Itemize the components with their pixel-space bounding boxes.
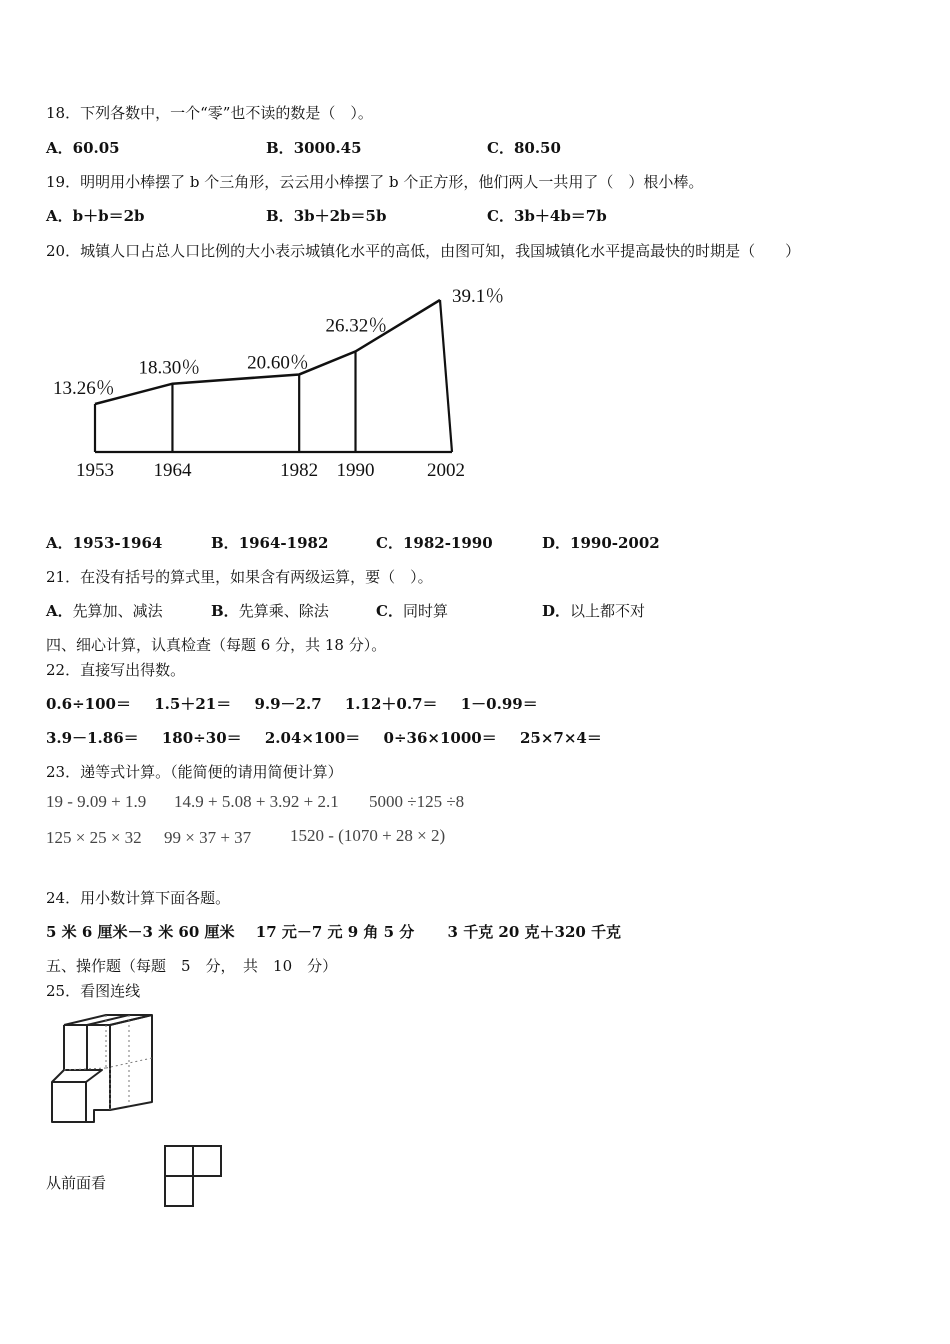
- front-view-figure: [163, 1144, 225, 1210]
- q22-expr: 1.12＋0.7＝: [344, 695, 438, 713]
- q18-option-b[interactable]: B．3000.45: [266, 139, 362, 157]
- section-4-heading: 四、细心计算，认真检查（每题 6 分，共 18 分）。: [46, 636, 387, 654]
- q22-expr: 0.6÷100＝: [46, 695, 131, 713]
- urbanization-chart: [40, 280, 540, 490]
- q23-expr: 14.9 + 5.08 + 3.92 + 2.1: [174, 792, 339, 811]
- q24-items: [46, 921, 621, 942]
- chart-value-label: 13.26％: [53, 378, 115, 399]
- q21-option-a[interactable]: A．先算加、减法: [46, 602, 163, 620]
- q22-expr: 9.9－2.7: [254, 695, 322, 713]
- q22-row-2: [46, 727, 620, 748]
- q21-option-d[interactable]: D．以上都不对: [542, 602, 646, 620]
- q18-option-a[interactable]: A．60.05: [46, 139, 120, 157]
- q22-stem: 22．直接写出得数。: [46, 661, 186, 679]
- q22-expr: 180÷30＝: [161, 729, 242, 747]
- chart-year-label: 1964: [153, 460, 192, 481]
- chart-year-label: 1982: [280, 460, 319, 481]
- q24-stem: 24．用小数计算下面各题。: [46, 889, 231, 907]
- q22-row-1: [46, 693, 556, 714]
- q22-expr: 1.5＋21＝: [154, 695, 232, 713]
- q18-option-c[interactable]: C．80.50: [487, 139, 561, 157]
- chart-vertical-line: [440, 300, 452, 452]
- q22-expr: 1－0.99＝: [460, 695, 538, 713]
- q22-expr: 0÷36×1000＝: [383, 729, 497, 747]
- q20-stem: 20．城镇人口占总人口比例的大小表示城镇化水平的高低，由图可知，我国城镇化水平提高最快的时期是（ ）: [46, 242, 801, 260]
- q23-expr: 125 × 25 × 32: [46, 828, 142, 847]
- front-view-label: 从前面看: [46, 1174, 107, 1192]
- q20-option-d[interactable]: D．1990-2002: [542, 534, 660, 552]
- q22-expr: 2.04×100＝: [264, 729, 361, 747]
- chart-value-label: 39.1％: [452, 286, 505, 307]
- chart-value-label: 18.30％: [138, 357, 201, 379]
- q19-option-c[interactable]: C．3b＋4b＝7b: [487, 207, 607, 225]
- q21-stem: 21．在没有括号的算式里，如果含有两级运算，要（ ）。: [46, 568, 433, 586]
- q23-expr: 1520 - (1070 + 28 × 2): [290, 826, 446, 845]
- q24-item: 17 元－7 元 9 角 5 分: [255, 923, 415, 941]
- block-figure-3d: [44, 1010, 162, 1130]
- q21-option-c[interactable]: C．同时算: [376, 602, 448, 620]
- chart-year-label: 1990: [336, 460, 375, 481]
- chart-value-label: 26.32％: [325, 315, 388, 337]
- q19-option-b[interactable]: B．3b＋2b＝5b: [266, 207, 387, 225]
- q20-option-b[interactable]: B．1964-1982: [211, 534, 329, 552]
- q20-option-c[interactable]: C．1982-1990: [376, 534, 493, 552]
- q23-stem: 23．递等式计算。（能简便的请用简便计算）: [46, 763, 343, 781]
- q23-expr: 5000 ÷125 ÷8: [369, 792, 465, 811]
- q25-stem: 25．看图连线: [46, 982, 141, 1000]
- q18-stem: 18．下列各数中，一个“零”也不读的数是（ ）。: [46, 104, 373, 122]
- q22-expr: 3.9－1.86＝: [46, 729, 139, 747]
- q24-item: 3 千克 20 克＋320 千克: [447, 923, 622, 941]
- chart-value-label: 20.60％: [247, 352, 309, 374]
- q24-item: 5 米 6 厘米－3 米 60 厘米: [46, 923, 235, 941]
- q23-expr: 19 - 9.09 + 1.9: [46, 792, 147, 811]
- q23-expr: 99 × 37 + 37: [164, 828, 252, 847]
- q20-option-a[interactable]: A．1953-1964: [46, 534, 163, 552]
- q21-option-b[interactable]: B．先算乘、除法: [211, 602, 329, 620]
- q19-option-a[interactable]: A．b＋b＝2b: [46, 207, 145, 225]
- chart-year-label: 1953: [76, 460, 114, 481]
- section-5-heading: 五、操作题（每题 5 分， 共 10 分）: [46, 957, 338, 975]
- chart-year-label: 2002: [427, 460, 465, 481]
- q19-stem: 19．明明用小棒摆了 b 个三角形，云云用小棒摆了 b 个正方形，他们两人一共用了（ ）根小棒。: [46, 173, 704, 191]
- q22-expr: 25×7×4＝: [519, 729, 602, 747]
